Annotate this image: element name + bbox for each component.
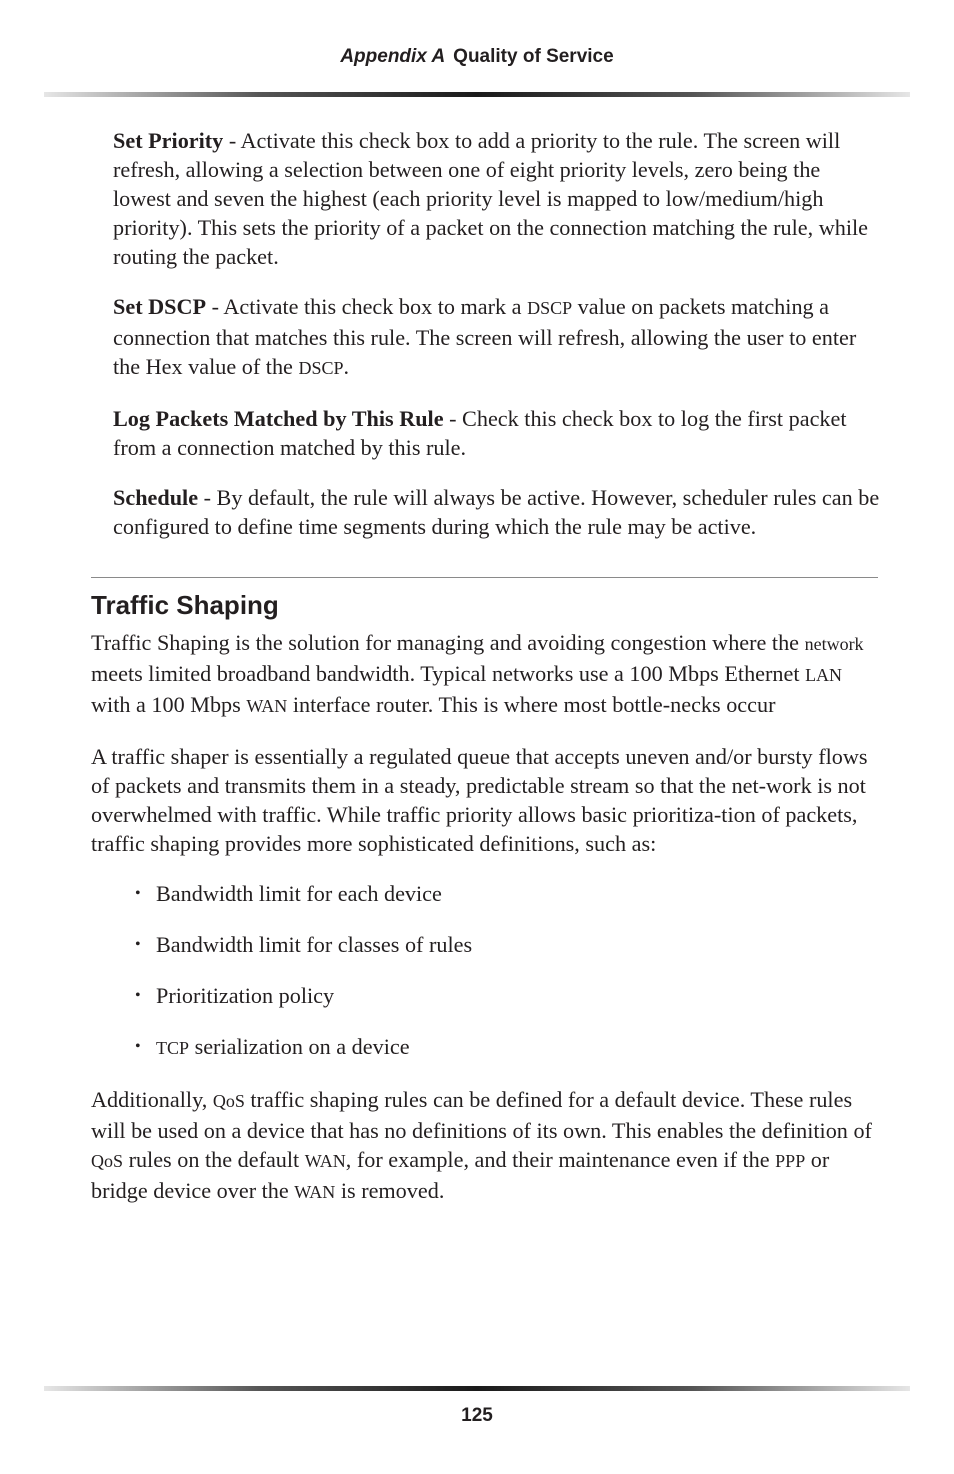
list-item	[135, 930, 881, 959]
page-number: 125	[461, 1405, 493, 1426]
footer-rule	[44, 1386, 910, 1391]
text-run: , for example, and their maintenance even if the	[345, 1147, 776, 1172]
abbr-wan: WAN	[294, 1182, 336, 1202]
definition-text: - Check this check box to log the first packet from a connection matched by this rule.	[113, 406, 847, 460]
list-item	[135, 1032, 881, 1063]
header-rule	[44, 92, 910, 97]
section-divider	[91, 577, 878, 578]
text-run: with a 100 Mbps	[91, 692, 247, 717]
paragraph-additionally	[91, 1085, 881, 1207]
text-run: or bridge device over the	[91, 1147, 830, 1203]
definition-schedule	[113, 483, 881, 541]
text-run: traffic shaping rules can be defined for a default device. These rules will be used on a device that has no definitions of its own. This enables the definition of	[91, 1087, 872, 1143]
definition-text: - Activate this check box to add a priority to the rule. The screen will refresh, allowing a selection between one of eight priority levels, zero being the lowest and seven the highest (each priority level is mapped to low/medium/high priority). This sets the priority of a packet on the connection matching the rule, while routing the packet.	[113, 128, 868, 269]
bullet-icon: •	[135, 885, 141, 902]
definition-list	[113, 126, 881, 541]
small-caps-network: network	[804, 634, 864, 654]
list-item-text: serialization on a device	[189, 1034, 410, 1059]
definition-text: value on packets matching a connection that matches this rule. The screen will refresh, allowing the user to enter the Hex value of the	[113, 294, 857, 379]
bullet-list	[91, 879, 881, 1063]
definition-set-dscp	[113, 292, 881, 383]
page-body	[91, 126, 881, 1228]
list-item-text: Bandwidth limit for each device	[156, 881, 442, 906]
abbr-dscp: DSCP	[527, 298, 573, 318]
list-item	[135, 879, 881, 908]
paragraph-intro	[91, 628, 881, 721]
abbr-wan: WAN	[246, 696, 288, 716]
abbr-wan: WAN	[304, 1151, 346, 1171]
list-item	[135, 981, 881, 1010]
text-run: Traffic Shaping is the solution for managing and avoiding congestion where the	[91, 630, 805, 655]
bullet-icon: •	[135, 936, 141, 953]
bullet-icon: •	[135, 1038, 141, 1055]
definition-term: Set Priority	[113, 128, 224, 153]
text-run: Additionally,	[91, 1087, 213, 1112]
abbr-ppp: PPP	[775, 1151, 806, 1171]
header-appendix: Appendix A	[340, 46, 446, 67]
text-run: interface router. This is where most bottle-necks occur	[287, 692, 776, 717]
definition-term: Schedule	[113, 485, 199, 510]
definition-term: Set DSCP	[113, 294, 207, 319]
definition-log-packets	[113, 404, 881, 462]
definition-text: - By default, the rule will always be active. However, scheduler rules can be configured to define time segments during which the rule may be active.	[113, 485, 880, 539]
paragraph-shaper: A traffic shaper is essentially a regulated queue that accepts uneven and/or bursty flows of packets and transmits them in a steady, predictable stream so that the net-work is not overwhelmed with traffic. While traffic priority allows basic prioritiza-tion of packets, traffic shaping provides more sophisticated definitions, such as:	[91, 744, 868, 856]
text-run: is removed.	[335, 1178, 445, 1203]
bullet-icon: •	[135, 987, 141, 1004]
running-header	[0, 46, 954, 68]
text-run: meets limited broadband bandwidth. Typical networks use a 100 Mbps Ethernet	[91, 661, 806, 686]
definition-text: - Activate this check box to mark a	[206, 294, 528, 319]
abbr-tcp: TCP	[156, 1038, 190, 1058]
text-run: rules on the default	[123, 1147, 305, 1172]
abbr-qos: QoS	[91, 1151, 124, 1171]
section-heading: Traffic Shaping	[91, 590, 279, 620]
definition-set-priority	[113, 126, 881, 271]
list-item-text: Prioritization policy	[156, 983, 335, 1008]
header-title: Quality of Service	[453, 46, 614, 67]
list-item-text: Bandwidth limit for classes of rules	[156, 932, 473, 957]
definition-text: .	[343, 354, 350, 379]
abbr-lan: LAN	[805, 665, 843, 685]
abbr-dscp: DSCP	[298, 358, 344, 378]
definition-term: Log Packets Matched by This Rule	[113, 406, 444, 431]
abbr-qos: QoS	[212, 1091, 245, 1111]
